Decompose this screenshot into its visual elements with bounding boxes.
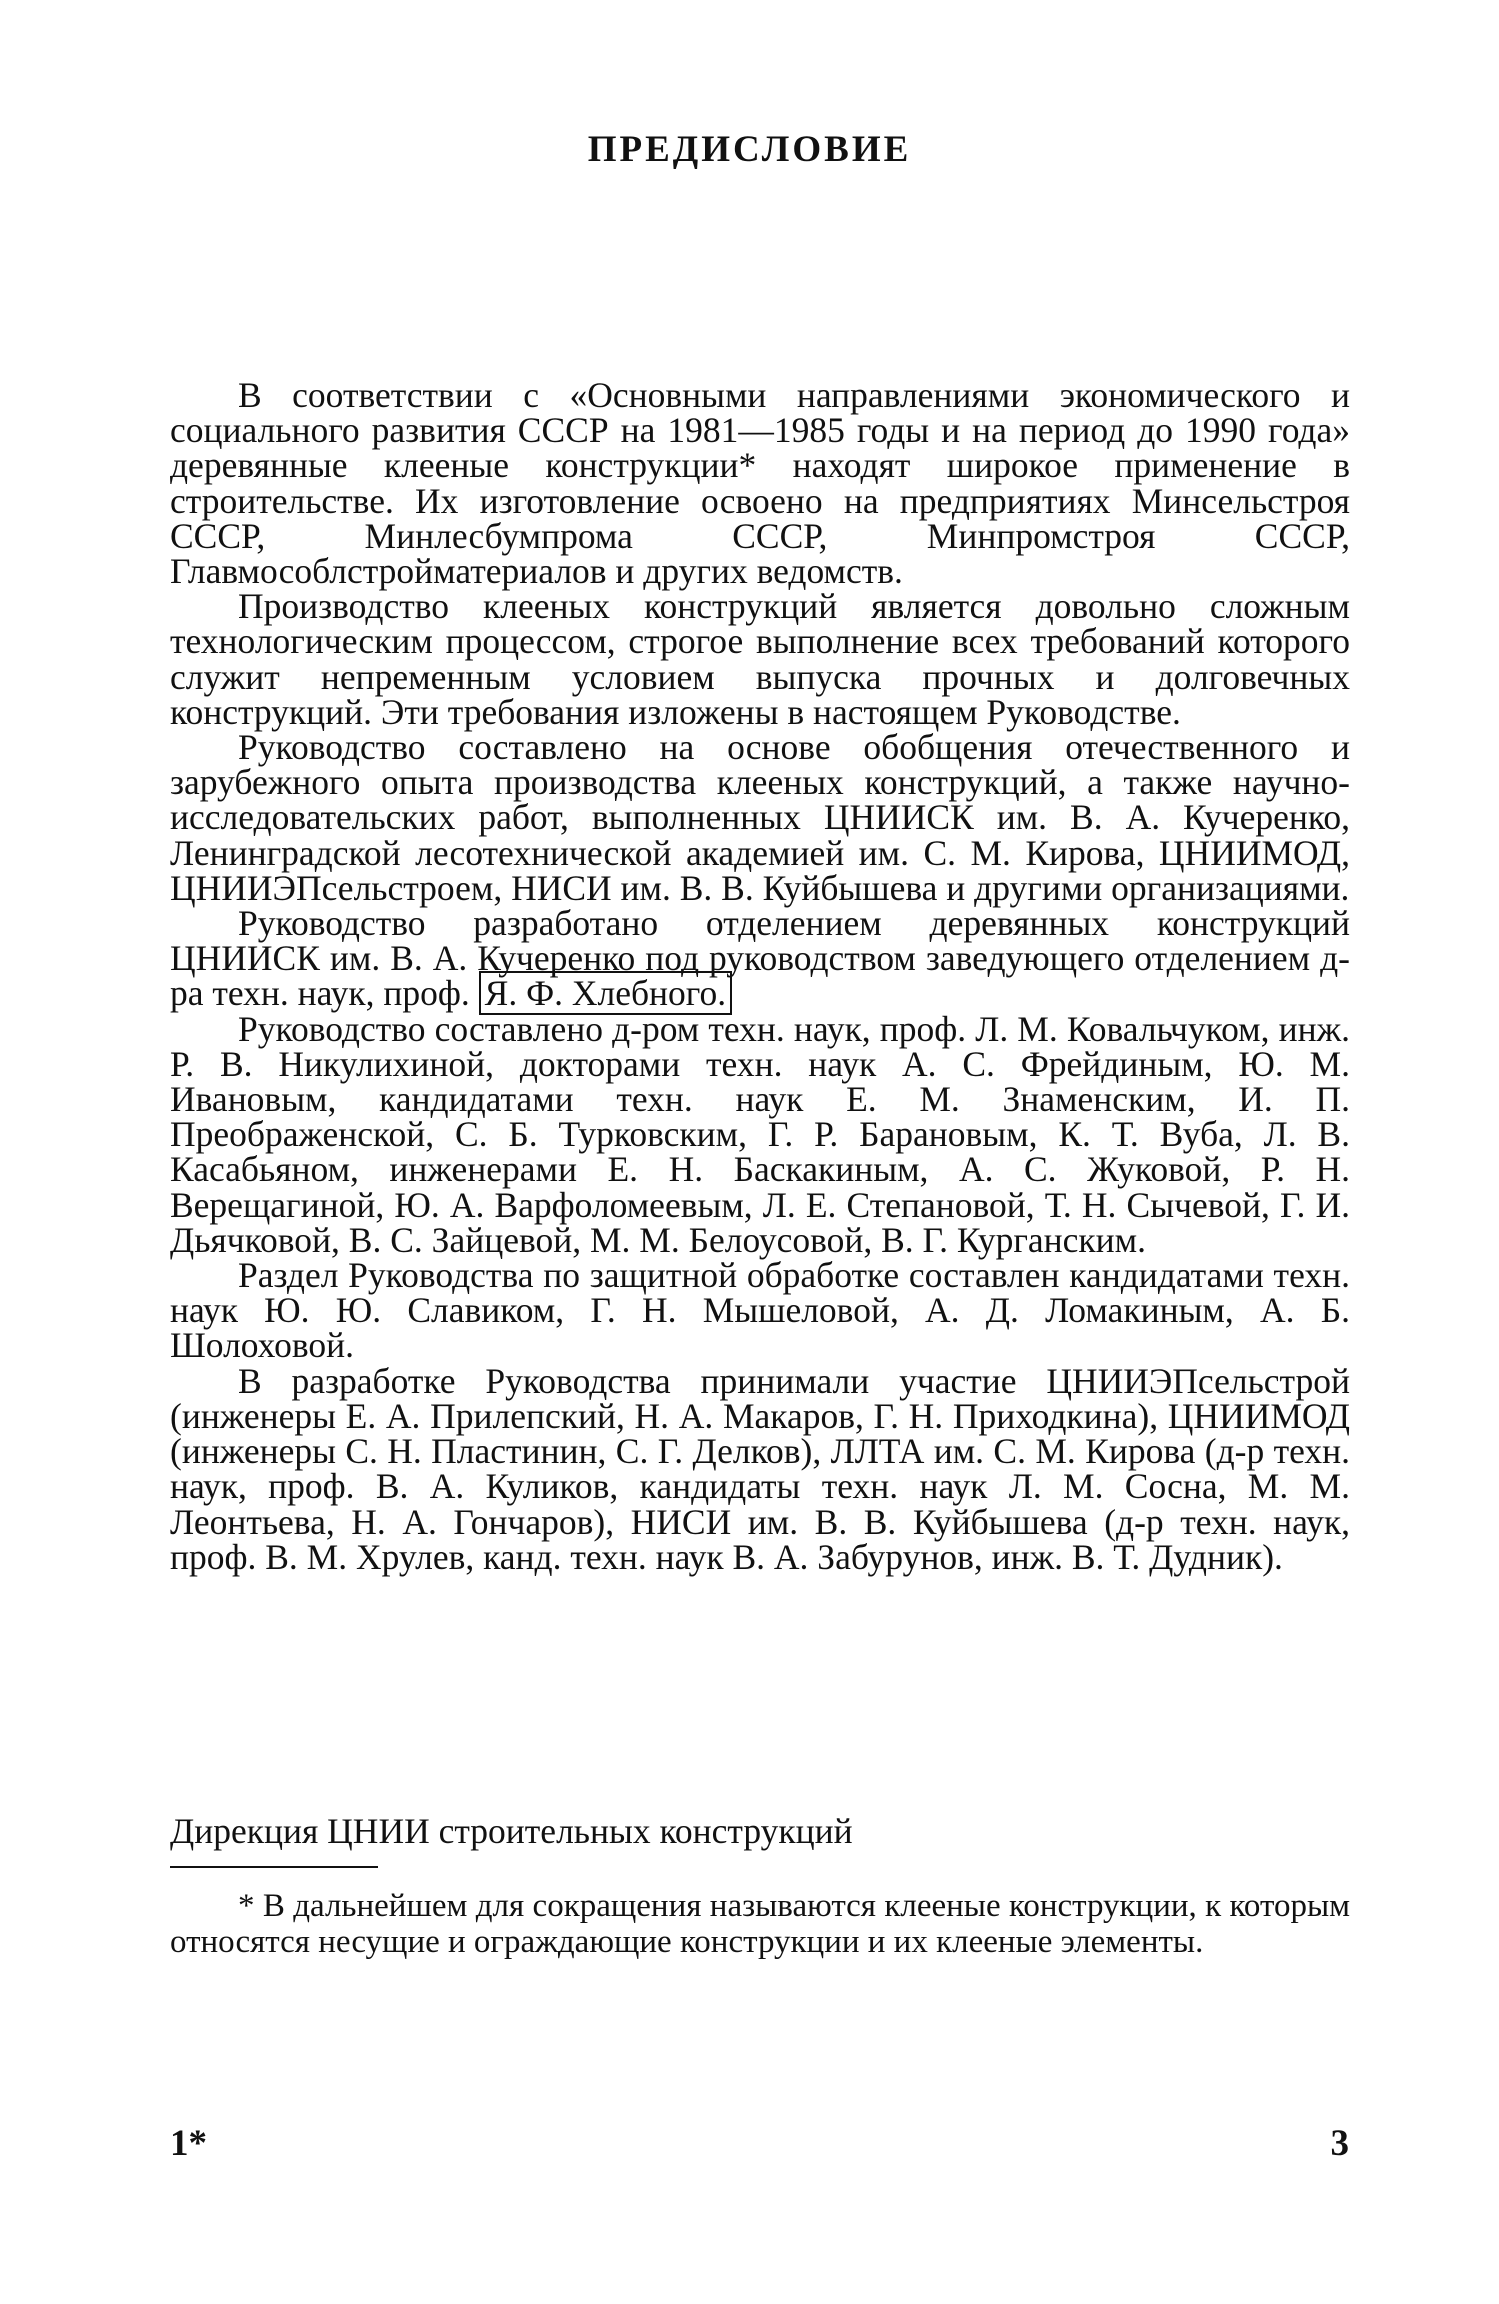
paragraph-3: Руководство составлено на основе обобщения отечественного и зарубежного опыта производства клееных конструкций, а также научно-исследовательских работ, выполненных ЦНИИСК им. В. А. Кучеренко, Ленинградской лесотехнической академией им. С. М. Кирова, ЦНИИМОД, ЦНИИЭПсельстроем, НИСИ им. В. В. Куйбышева и другими организациями. bbox=[170, 727, 1350, 908]
page-number: 3 bbox=[1330, 2123, 1349, 2164]
paragraph-7: В разработке Руководства принимали участие ЦНИИЭПсельстрой (инженеры Е. А. Прилепский, Н. А. Макаров, Г. Н. Приходкина), ЦНИИМОД (инженеры С. Н. Пластинин, С. Г. Делков), ЛЛТА им. С. М. Кирова (д-р техн. наук, проф. В. А. Куликов, кандидаты техн. наук Л. М. Сосна, М. М. Леонтьева, Н. А. Гончаров), НИСИ им. В. В. Куйбышева (д-р техн. наук, проф. В. М. Хрулев, канд. техн. наук В. А. Забурунов, инж. В. Т. Дудник). bbox=[170, 1360, 1350, 1577]
boxed-name: Я. Ф. Хлебного. bbox=[479, 971, 732, 1015]
paragraph-5: Руководство составлено д-ром техн. наук, проф. Л. М. Ковальчуком, инж. Р. В. Никулихиной, докторами техн. наук А. С. Фрейдиным, Ю. М. Ивановым, кандидатами техн. наук Е. М. Знаменским, И. П. Преображенской, С. Б. Турковским, Г. Р. Барановым, К. Т. Вуба, Л. В. Касабьяном, инженерами Е. Н. Баскакиным, А. С. Жуковой, Р. Н. Верещагиной, Ю. А. Варфоломеевым, Л. Е. Степановой, Т. Н. Сычевой, Г. И. Дьячковой, В. С. Зайцевой, М. М. Белоусовой, В. Г. Курганским. bbox=[170, 1008, 1350, 1260]
footnote-divider bbox=[170, 1866, 378, 1868]
footnote: * В дальнейшем для сокращения называются клееные конструкции, к которым относятся несущие и ограждающие конструкции и их клееные элементы. bbox=[170, 1888, 1350, 1960]
paragraph-4-text: Руководство разработано отделением деревянных конструкций ЦНИИСК им. В. А. Кучеренко под руководством заведующего отделением д-ра техн. наук, проф. bbox=[170, 903, 1350, 1014]
paragraph-4 bbox=[170, 903, 1350, 1014]
page-heading: ПРЕДИСЛОВИЕ bbox=[587, 129, 912, 170]
paragraph-1: В соответствии с «Основными направлениями экономического и социального развития СССР на 1981—1985 годы и на период до 1990 года» деревянные клееные конструкции* находят широкое применение в строительстве. Их изготовление освоено на предприятиях Минсельстроя СССР, Минлесбумпрома СССР, Минпромстроя СССР, Главмособлстройматериалов и других ведомств. bbox=[170, 375, 1350, 592]
paragraph-2: Производство клееных конструкций является довольно сложным технологическим процессом, строгое выполнение всех требований которого служит непременным условием выпуска прочных и долговечных конструкций. Эти требования изложены в настоящем Руководстве. bbox=[170, 586, 1350, 732]
signature-line: Дирекция ЦНИИ строительных конструкций bbox=[170, 1811, 853, 1851]
signature-mark: 1* bbox=[170, 2123, 207, 2164]
paragraph-6: Раздел Руководства по защитной обработке составлен кандидатами техн. наук Ю. Ю. Славиком, Г. Н. Мышеловой, А. Д. Ломакиным, А. Б. Шолоховой. bbox=[170, 1255, 1350, 1366]
preface-body bbox=[170, 375, 1350, 1577]
